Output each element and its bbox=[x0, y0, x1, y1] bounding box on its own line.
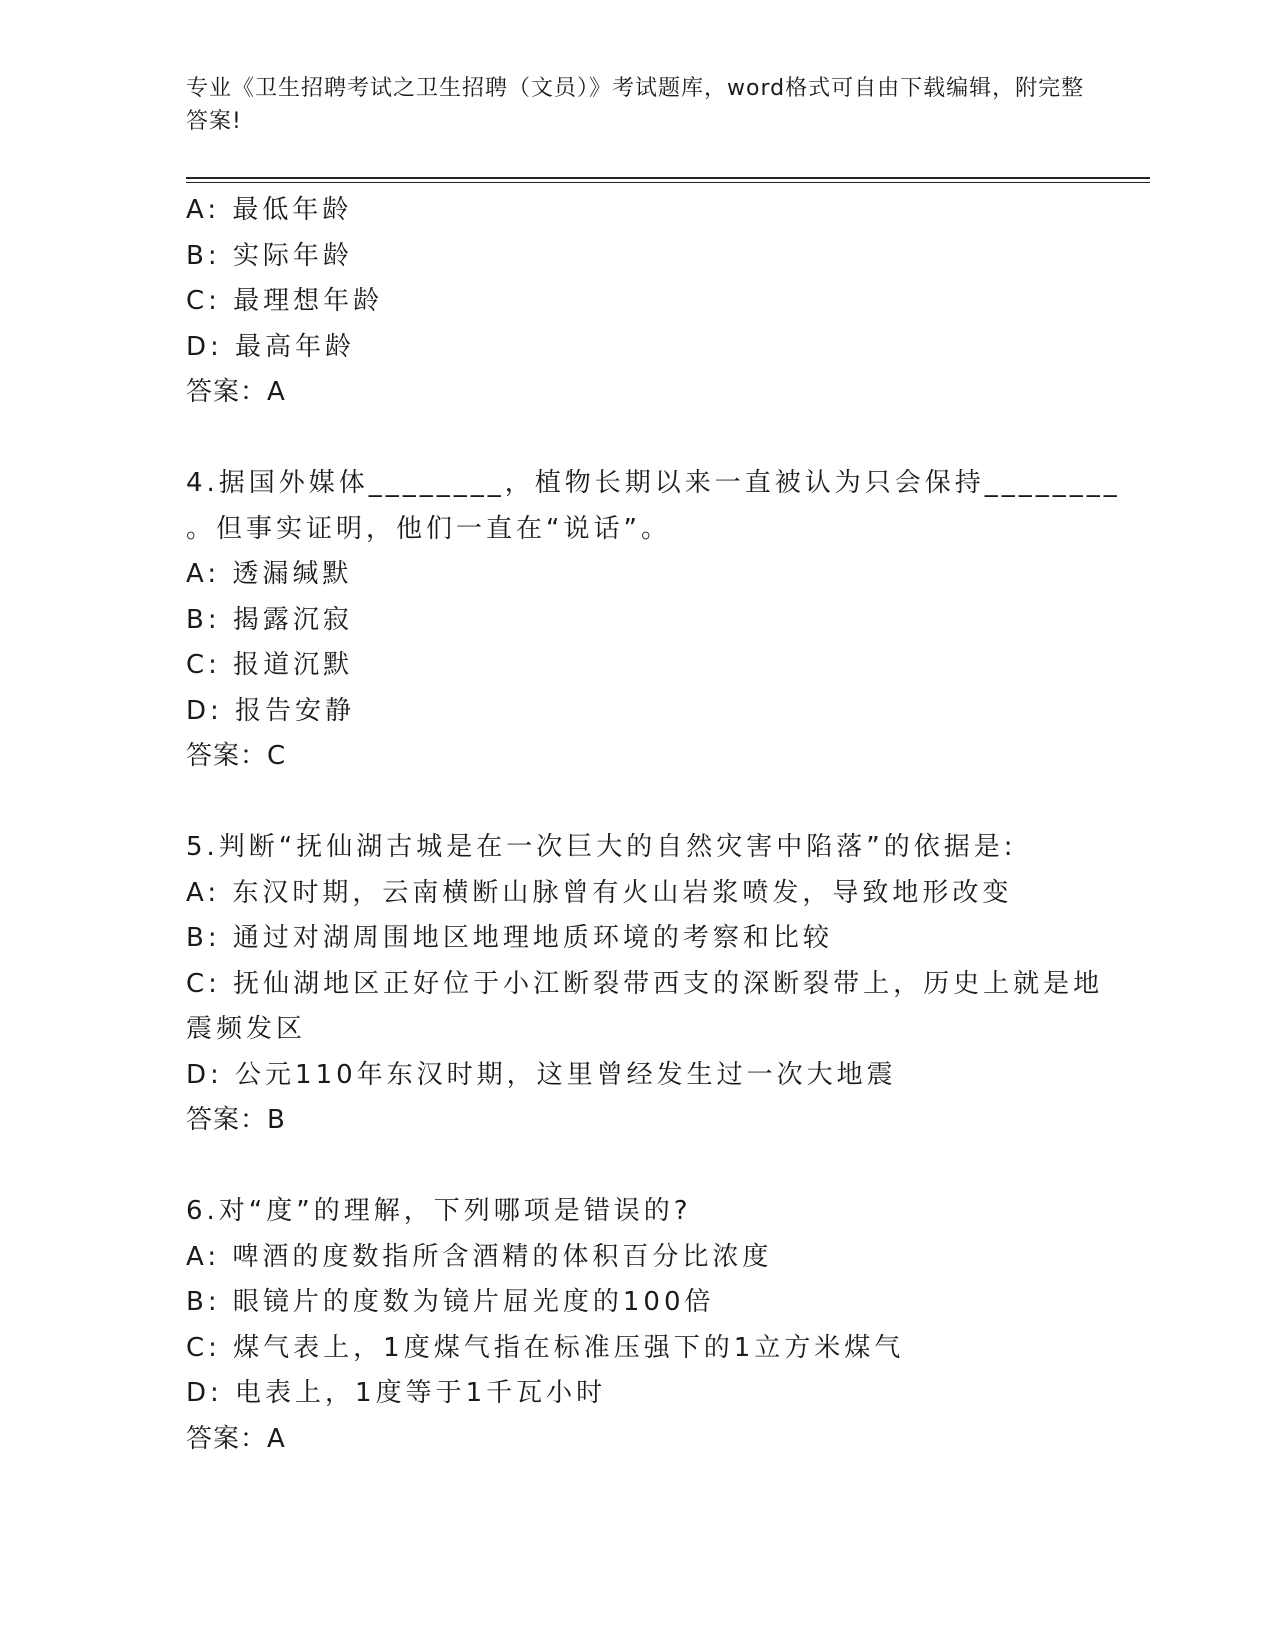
answer: 答案：A bbox=[186, 377, 286, 407]
option-b: B: 实际年龄 bbox=[186, 240, 353, 271]
option-c-continued: 震频发区 bbox=[186, 1014, 307, 1044]
question-list bbox=[186, 188, 1121, 1462]
option-c: C: 煤气表上，1度煤气指在标准压强下的1立方米煤气 bbox=[186, 1332, 905, 1363]
option-d: D: 报告安静 bbox=[186, 695, 356, 726]
option-b: B: 通过对湖周围地区地理地质环境的考察和比较 bbox=[186, 923, 833, 953]
question-text: 5.判断“抚仙湖古城是在一次巨大的自然灾害中陷落”的依据是: bbox=[186, 832, 1017, 862]
option-d: D: 电表上，1度等于1千瓦小时 bbox=[186, 1378, 607, 1408]
header-rule-thick bbox=[186, 177, 1150, 179]
option-b: B: 眼镜片的度数为镜片屈光度的100倍 bbox=[186, 1287, 715, 1317]
option-a: A: 透漏缄默 bbox=[186, 559, 353, 589]
question-text: 6.对“度”的理解，下列哪项是错误的? bbox=[186, 1196, 692, 1226]
option-a: A: 最低年龄 bbox=[186, 195, 353, 225]
question-4 bbox=[186, 461, 1121, 780]
option-c: C: 抚仙湖地区正好位于小江断裂带西支的深断裂带上，历史上就是地 bbox=[186, 968, 1104, 999]
document-header: 专业《卫生招聘考试之卫生招聘（文员）》考试题库，word格式可自由下载编辑，附完整答案! bbox=[186, 76, 1085, 134]
answer: 答案：A bbox=[186, 1423, 286, 1454]
option-a: A: 啤酒的度数指所含酒精的体积百分比浓度 bbox=[186, 1241, 773, 1272]
option-b: B: 揭露沉寂 bbox=[186, 604, 353, 635]
answer: 答案：C bbox=[186, 741, 287, 771]
spacer bbox=[186, 780, 1086, 826]
header-rule-thin bbox=[186, 182, 1150, 183]
option-d: D: 公元110年东汉时期，这里曾经发生过一次大地震 bbox=[186, 1059, 897, 1090]
answer: 答案：B bbox=[186, 1105, 286, 1135]
question-text: 4.据国外媒体________，植物长期以来一直被认为只会保持________ bbox=[186, 468, 1121, 498]
question-5 bbox=[186, 825, 1104, 1144]
question-text-continued: 。但事实证明，他们一直在“说话”。 bbox=[186, 513, 671, 544]
option-c: C: 报道沉默 bbox=[186, 650, 354, 680]
option-d: D: 最高年龄 bbox=[186, 331, 356, 362]
spacer bbox=[186, 416, 1086, 462]
option-c: C: 最理想年龄 bbox=[186, 286, 384, 316]
question-3 bbox=[186, 188, 1086, 416]
question-6 bbox=[186, 1189, 1086, 1462]
spacer bbox=[186, 1144, 1086, 1190]
option-a: A: 东汉时期，云南横断山脉曾有火山岩浆喷发，导致地形改变 bbox=[186, 877, 1013, 908]
